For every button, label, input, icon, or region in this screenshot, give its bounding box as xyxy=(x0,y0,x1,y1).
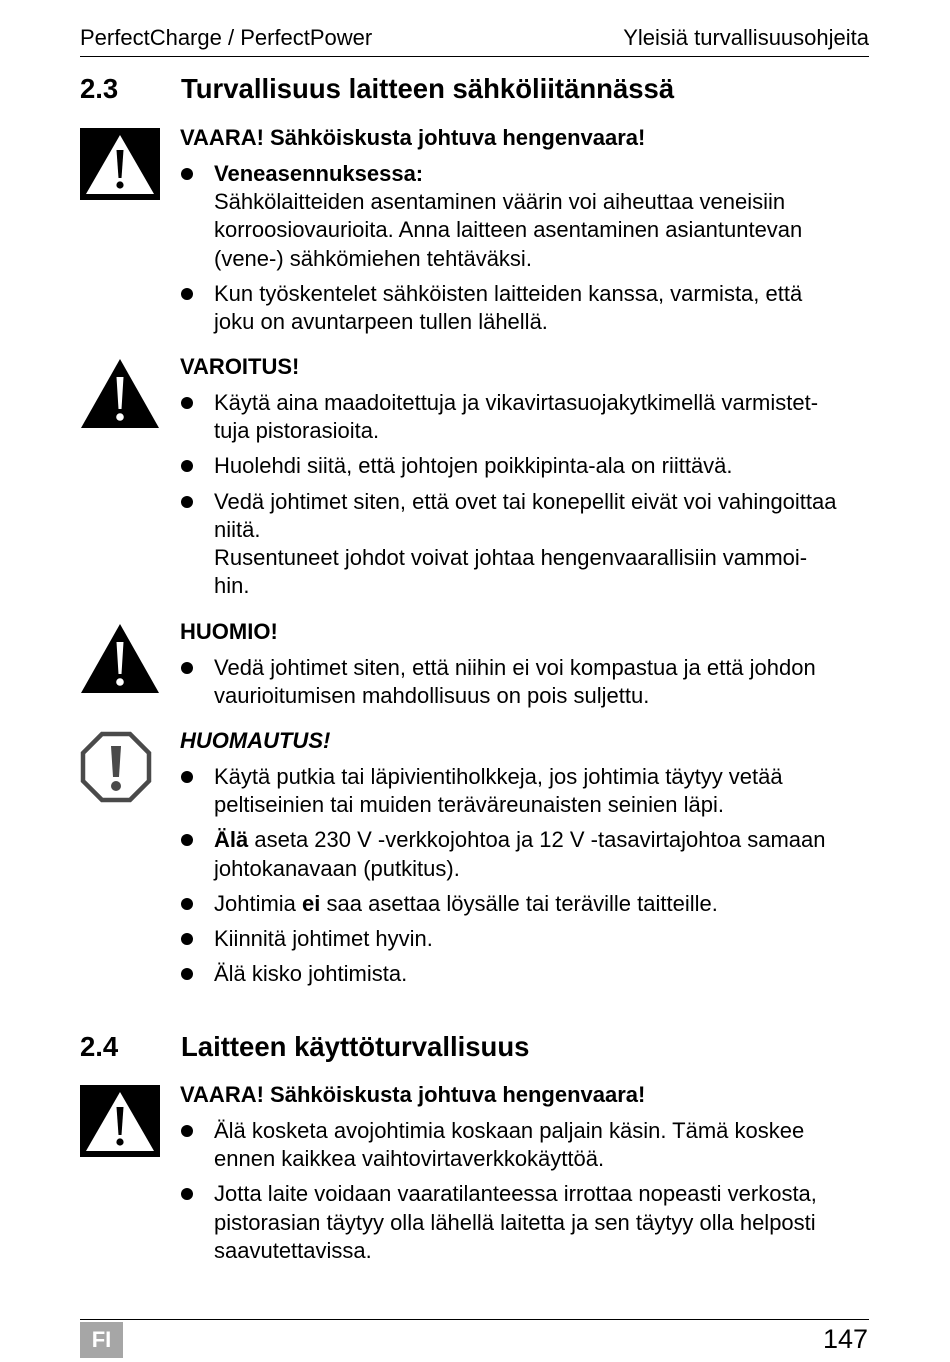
item-line: Älä kosketa avojohtimia koskaan paljain käsin. Tämä koskee xyxy=(214,1118,805,1143)
header-rule xyxy=(80,56,869,57)
item-line: pistorasian täytyy olla lähellä laitetta ja sen täytyy olla helposti xyxy=(214,1209,816,1235)
bullet-list xyxy=(180,160,869,336)
item-line: saavutettavissa. xyxy=(214,1237,372,1263)
item-line: Käytä aina maadoitettuja ja vikavirtasuojakytkimellä varmistet- xyxy=(214,390,819,415)
item-line: Vedä johtimet siten, että niihin ei voi kompastua ja että johdon xyxy=(214,655,816,680)
item-line: Sähkölaitteiden asentaminen väärin voi aiheuttaa veneisiin xyxy=(214,189,786,215)
notice-content xyxy=(180,353,869,600)
caution-notice-block xyxy=(80,618,869,717)
item-line: Huolehdi siitä, että johtojen poikkipinta-ala on riittävä. xyxy=(214,453,733,479)
notice-content xyxy=(180,618,869,710)
page-number: 147 xyxy=(822,1324,868,1354)
section-title: Turvallisuus laitteen sähköliitännässä xyxy=(181,73,675,104)
bullet-list xyxy=(180,763,869,988)
list-item xyxy=(180,1117,869,1173)
bullet-list xyxy=(180,1117,869,1265)
signal-word: HUOMIO! xyxy=(180,619,278,644)
list-item xyxy=(180,763,869,819)
notice-octagon-icon xyxy=(80,731,152,803)
notice-content xyxy=(180,124,869,336)
signal-word: VAROITUS! xyxy=(180,354,300,379)
item-line: niitä. xyxy=(214,516,261,542)
item-line: ennen kaikkea vaihtovirtaverkkokäyttöä. xyxy=(214,1146,605,1172)
language-badge: FI xyxy=(80,1322,123,1358)
warning-triangle-icon xyxy=(80,357,160,429)
list-item xyxy=(180,389,869,445)
emphasis: Älä xyxy=(214,827,249,853)
signal-word: HUOMAUTUS! xyxy=(180,728,331,753)
list-item xyxy=(180,890,869,918)
item-line: peltiseinien tai muiden teräväreunaisten seinien läpi. xyxy=(214,792,724,818)
list-item xyxy=(180,960,869,988)
item-line: korroosiovaurioita. Anna laitteen asentaminen asiantuntevan xyxy=(214,217,803,243)
item-lead: Veneasennuksessa: xyxy=(214,161,424,186)
section-number: 2.3 xyxy=(80,73,119,104)
emphasis: ei xyxy=(302,890,321,916)
header-chapter-title: Yleisiä turvallisuusohjeita xyxy=(623,25,869,50)
notice-content xyxy=(180,727,869,988)
list-item xyxy=(180,1180,869,1265)
caution-triangle-icon xyxy=(80,622,160,694)
item-line: (vene-) sähkömiehen tehtäväksi. xyxy=(214,245,532,271)
list-item xyxy=(180,826,869,882)
item-line: Vedä johtimet siten, että ovet tai konepellit eivät voi vahingoittaa xyxy=(214,488,837,514)
item-line: Kiinnitä johtimet hyvin. xyxy=(214,926,433,952)
bullet-list xyxy=(180,389,869,600)
danger-triangle-icon xyxy=(80,128,160,200)
danger-notice-block xyxy=(80,1081,869,1272)
section-title: Laitteen käyttöturvallisuus xyxy=(181,1031,530,1062)
item-line xyxy=(214,826,869,854)
danger-notice-block xyxy=(80,124,869,343)
item-line: vaurioitumisen mahdollisuus on pois suljettu. xyxy=(214,683,650,709)
item-line: hin. xyxy=(214,573,250,599)
item-line: Älä kisko johtimista. xyxy=(214,961,408,987)
signal-word: VAARA! Sähköiskusta johtuva hengenvaara! xyxy=(180,1082,646,1107)
list-item xyxy=(180,488,869,601)
item-text: aseta 230 V -verkkojohtoa ja 12 V -tasavirtajohtoa samaan xyxy=(248,827,826,853)
footer-rule xyxy=(80,1319,869,1320)
signal-word: VAARA! Sähköiskusta johtuva hengenvaara! xyxy=(180,125,646,150)
list-item xyxy=(180,280,869,336)
item-line: Kun työskentelet sähköisten laitteiden kanssa, varmista, että xyxy=(214,280,803,306)
item-line: tuja pistorasioita. xyxy=(214,418,380,444)
item-line xyxy=(214,890,869,918)
warning-notice-block xyxy=(80,353,869,607)
list-item xyxy=(180,160,869,273)
danger-triangle-icon xyxy=(80,1085,160,1157)
list-item xyxy=(180,654,869,710)
list-item xyxy=(180,925,869,953)
item-text: Johtimia xyxy=(214,890,303,916)
item-line: Rusentuneet johdot voivat johtaa hengenvaarallisiin vammoi- xyxy=(214,545,808,571)
header-product-name: PerfectCharge / PerfectPower xyxy=(80,25,373,50)
item-line: Käytä putkia tai läpivientiholkkeja, jos johtimia täytyy vetää xyxy=(214,764,783,789)
item-text: saa asettaa löysälle tai teräville taitteille. xyxy=(320,890,718,916)
item-line: joku on avuntarpeen tullen lähellä. xyxy=(214,309,548,335)
notice-block xyxy=(80,727,869,995)
running-header xyxy=(80,24,869,52)
section-number: 2.4 xyxy=(80,1031,119,1062)
notice-content xyxy=(180,1081,869,1265)
bullet-list xyxy=(180,654,869,710)
list-item xyxy=(180,452,869,480)
item-line: Jotta laite voidaan vaaratilanteessa irrottaa nopeasti verkosta, xyxy=(214,1181,817,1207)
item-line: johtokanavaan (putkitus). xyxy=(214,855,460,881)
